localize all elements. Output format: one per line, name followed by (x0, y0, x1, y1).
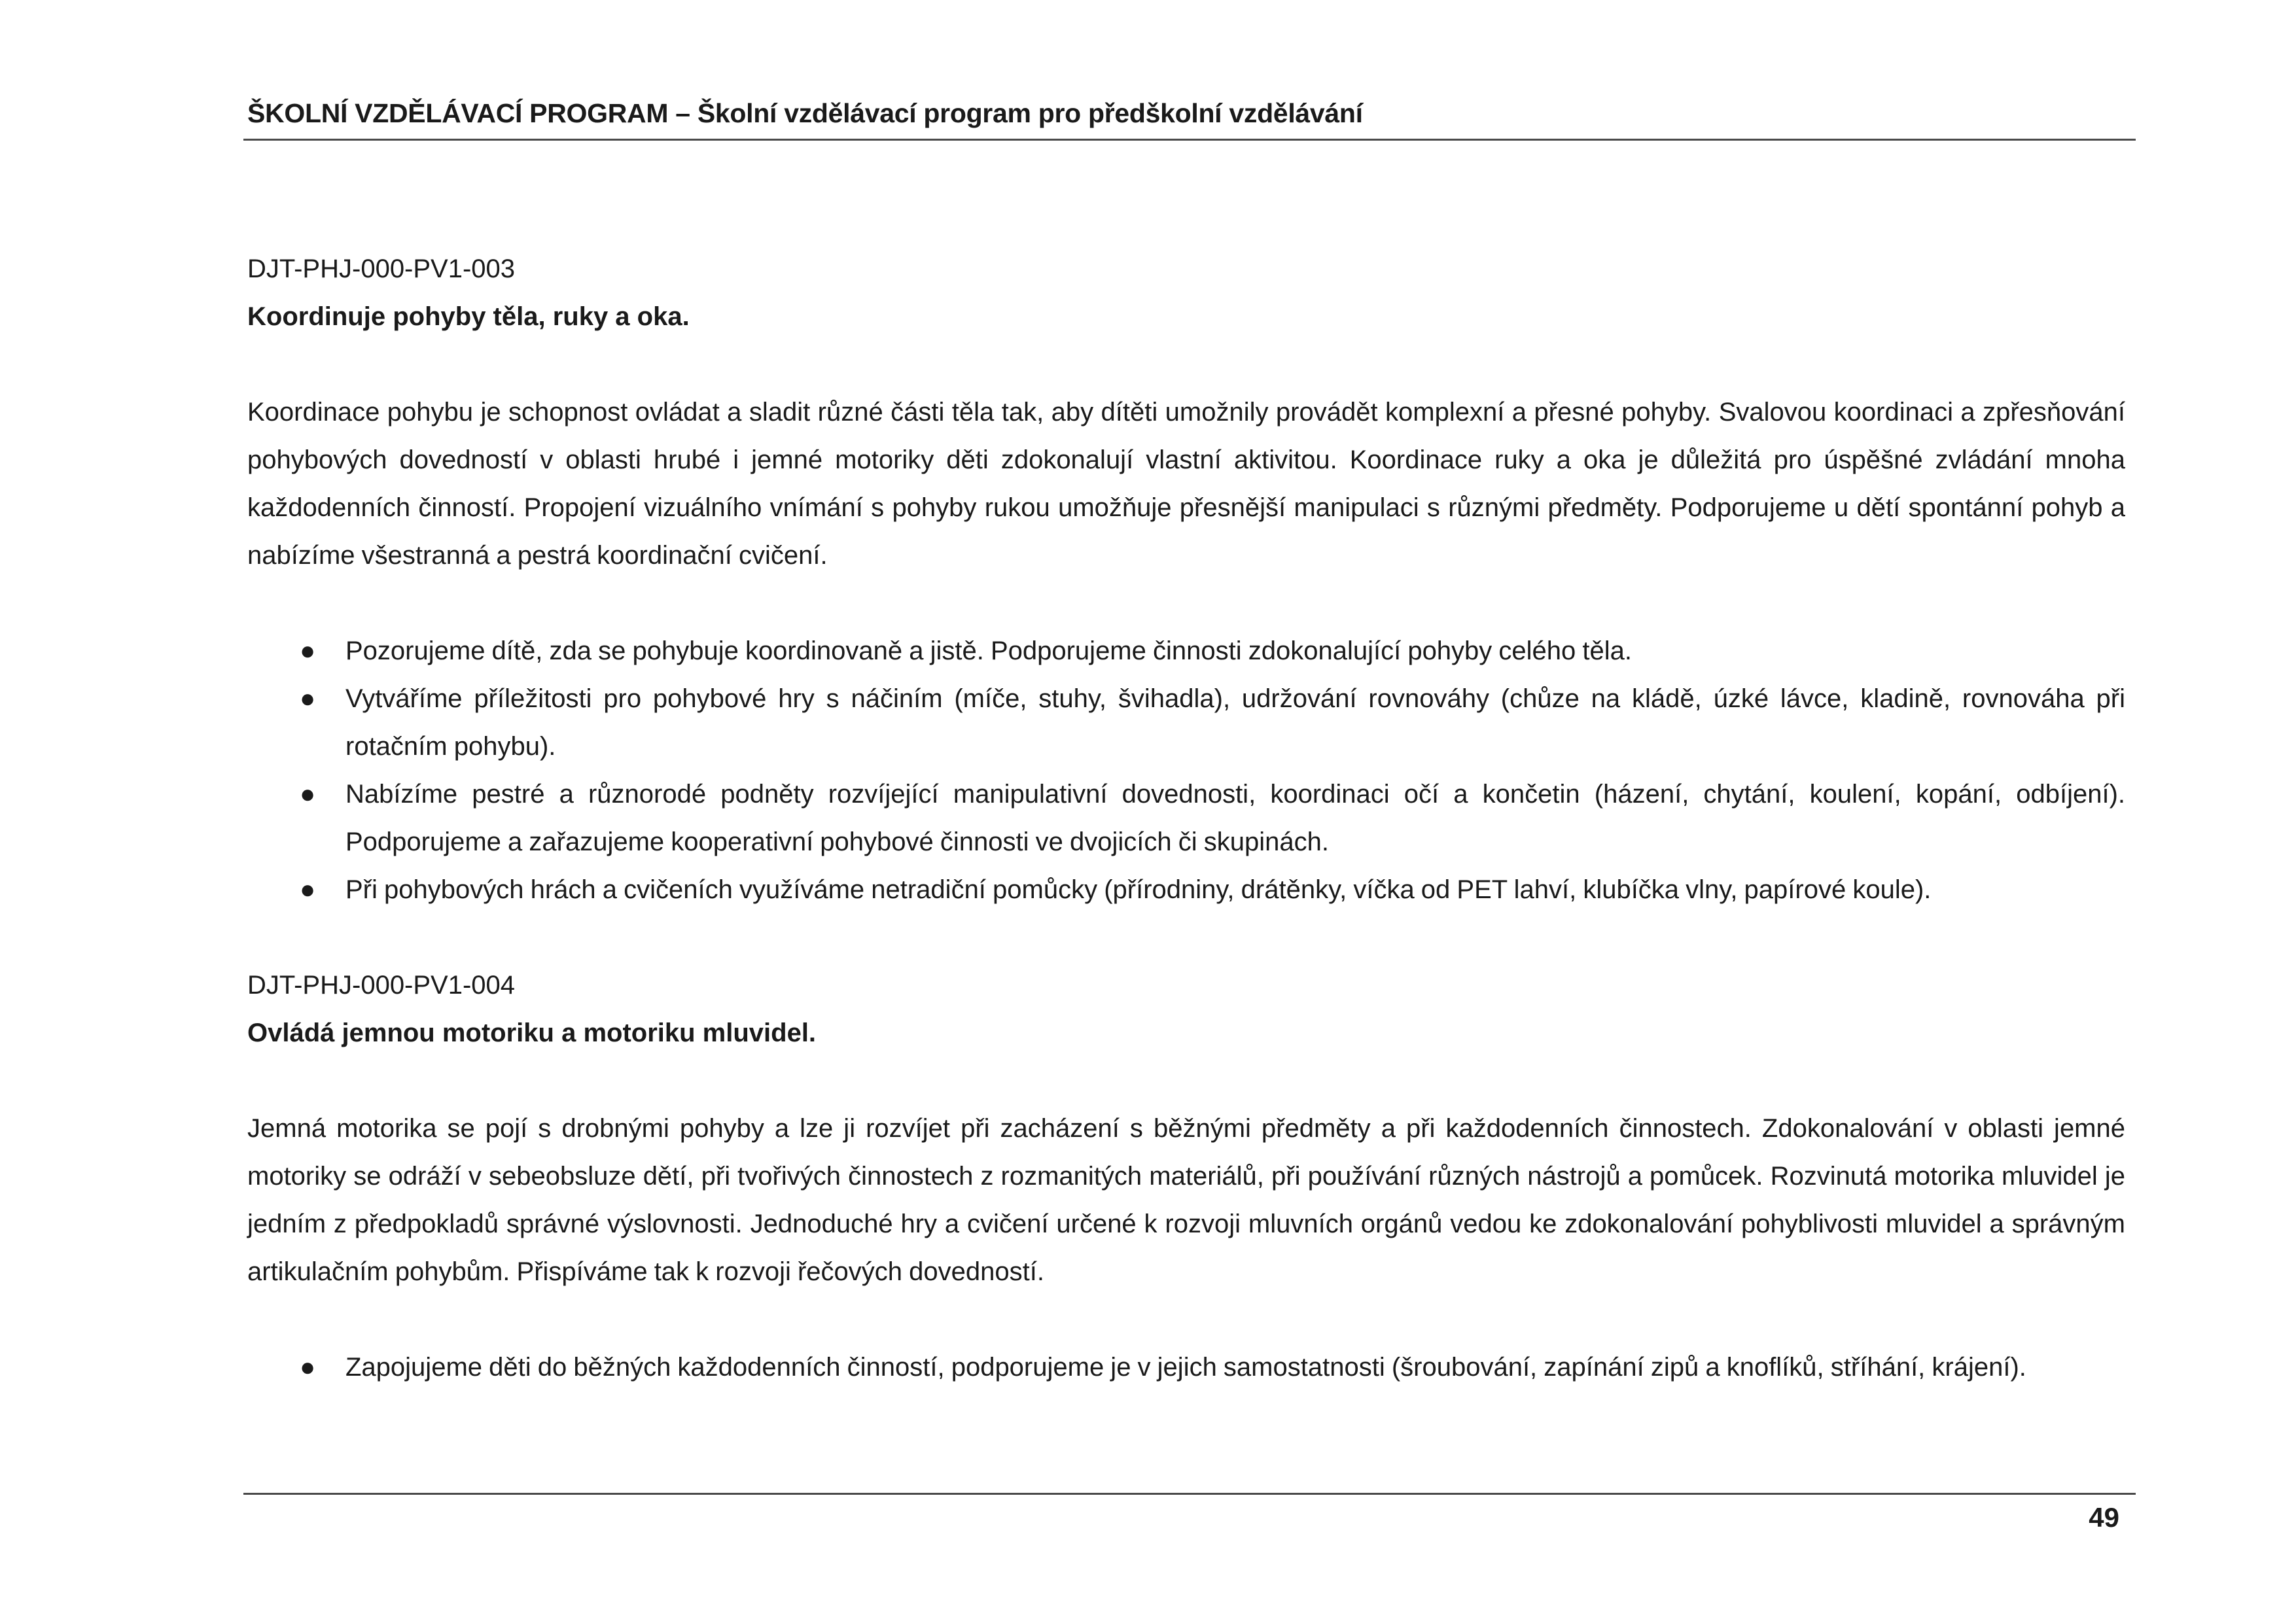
header-divider (243, 139, 2136, 141)
bullet-dot-icon: ● (300, 637, 316, 665)
section-003 (247, 245, 2125, 914)
bullet-dot-icon: ● (300, 684, 316, 713)
section-title: Koordinuje pohyby těla, ruky a oka. (247, 302, 690, 331)
list-item (247, 771, 2125, 866)
footer-divider (243, 1493, 2136, 1495)
bullet-dot-icon: ● (300, 875, 316, 904)
section-004 (247, 962, 2125, 1391)
section-code: DJT-PHJ-000-PV1-003 (247, 254, 516, 283)
bullet-dot-icon: ● (300, 780, 316, 809)
list-item (247, 1344, 2125, 1391)
list-item (247, 866, 2125, 914)
bullet-list (247, 1344, 2125, 1391)
section-code: DJT-PHJ-000-PV1-004 (247, 971, 516, 1000)
section-spacer (247, 914, 2125, 962)
running-header: ŠKOLNÍ VZDĚLÁVACÍ PROGRAM – Školní vzdělávací program pro předškolní vzdělávání (247, 98, 1363, 128)
section-paragraph: Koordinace pohybu je schopnost ovládat a sladit různé části těla tak, aby dítěti umožnily provádět komplexní a přesné pohyby. Svalovou koordinaci a zpřesňování pohybových dovedností v oblasti hrubé i jemné motoriky děti zdokonalují vlastní aktivitou. Koordinace ruky a oka je důležitá pro úspěšné zvládání mnoha každodenních činností. Propojení vizuálního vnímání s pohyby rukou umožňuje přesnější manipulaci s různými předměty. Podporujeme u dětí spontánní pohyb a nabízíme všestranná a pestrá koordinační cvičení. (247, 398, 2125, 570)
section-paragraph: Jemná motorika se pojí s drobnými pohyby a lze ji rozvíjet při zacházení s běžnými předměty a při každodenních činnostech. Zdokonalování v oblasti jemné motoriky se odráží v sebeobsluze dětí, při tvořivých činnostech z rozmanitých materiálů, při používání různých nástrojů a pomůcek. Rozvinutá motorika mluvidel je jedním z předpokladů správné výslovnosti. Jednoduché hry a cvičení určené k rozvoji mluvních orgánů vedou ke zdokonalování pohyblivosti mluvidel a správným artikulačním pohybům. Přispíváme tak k rozvoji řečových dovedností. (247, 1114, 2125, 1286)
list-item-text: Zapojujeme děti do běžných každodenních činností, podporujeme je v jejich samostatnosti (šroubování, zapínání zipů a knoflíků, stříhání, krájení). (345, 1353, 2026, 1382)
bullet-dot-icon: ● (300, 1353, 316, 1382)
list-item-text: Při pohybových hrách a cvičeních využíváme netradiční pomůcky (přírodniny, drátěnky, víčka od PET lahví, klubíčka vlny, papírové koule). (345, 875, 1932, 904)
section-title: Ovládá jemnou motoriku a motoriku mluvidel. (247, 1019, 817, 1047)
list-item-text: Pozorujeme dítě, zda se pohybuje koordinovaně a jistě. Podporujeme činnosti zdokonalující pohyby celého těla. (345, 637, 1633, 665)
page-number: 49 (2089, 1502, 2119, 1533)
page-content (247, 245, 2125, 1391)
bullet-list (247, 627, 2125, 914)
list-item (247, 675, 2125, 771)
list-item-text: Nabízíme pestré a různorodé podněty rozvíjející manipulativní dovednosti, koordinaci očí a končetin (házení, chytání, koulení, kopání, odbíjení). Podporujeme a zařazujeme kooperativní pohybové činnosti ve dvojicích či skupinách. (345, 780, 2125, 856)
list-item (247, 627, 2125, 675)
list-item-text: Vytváříme příležitosti pro pohybové hry s náčiním (míče, stuhy, švihadla), udržování rovnováhy (chůze na kládě, úzké lávce, kladině, rovnováha při rotačním pohybu). (345, 684, 2125, 761)
